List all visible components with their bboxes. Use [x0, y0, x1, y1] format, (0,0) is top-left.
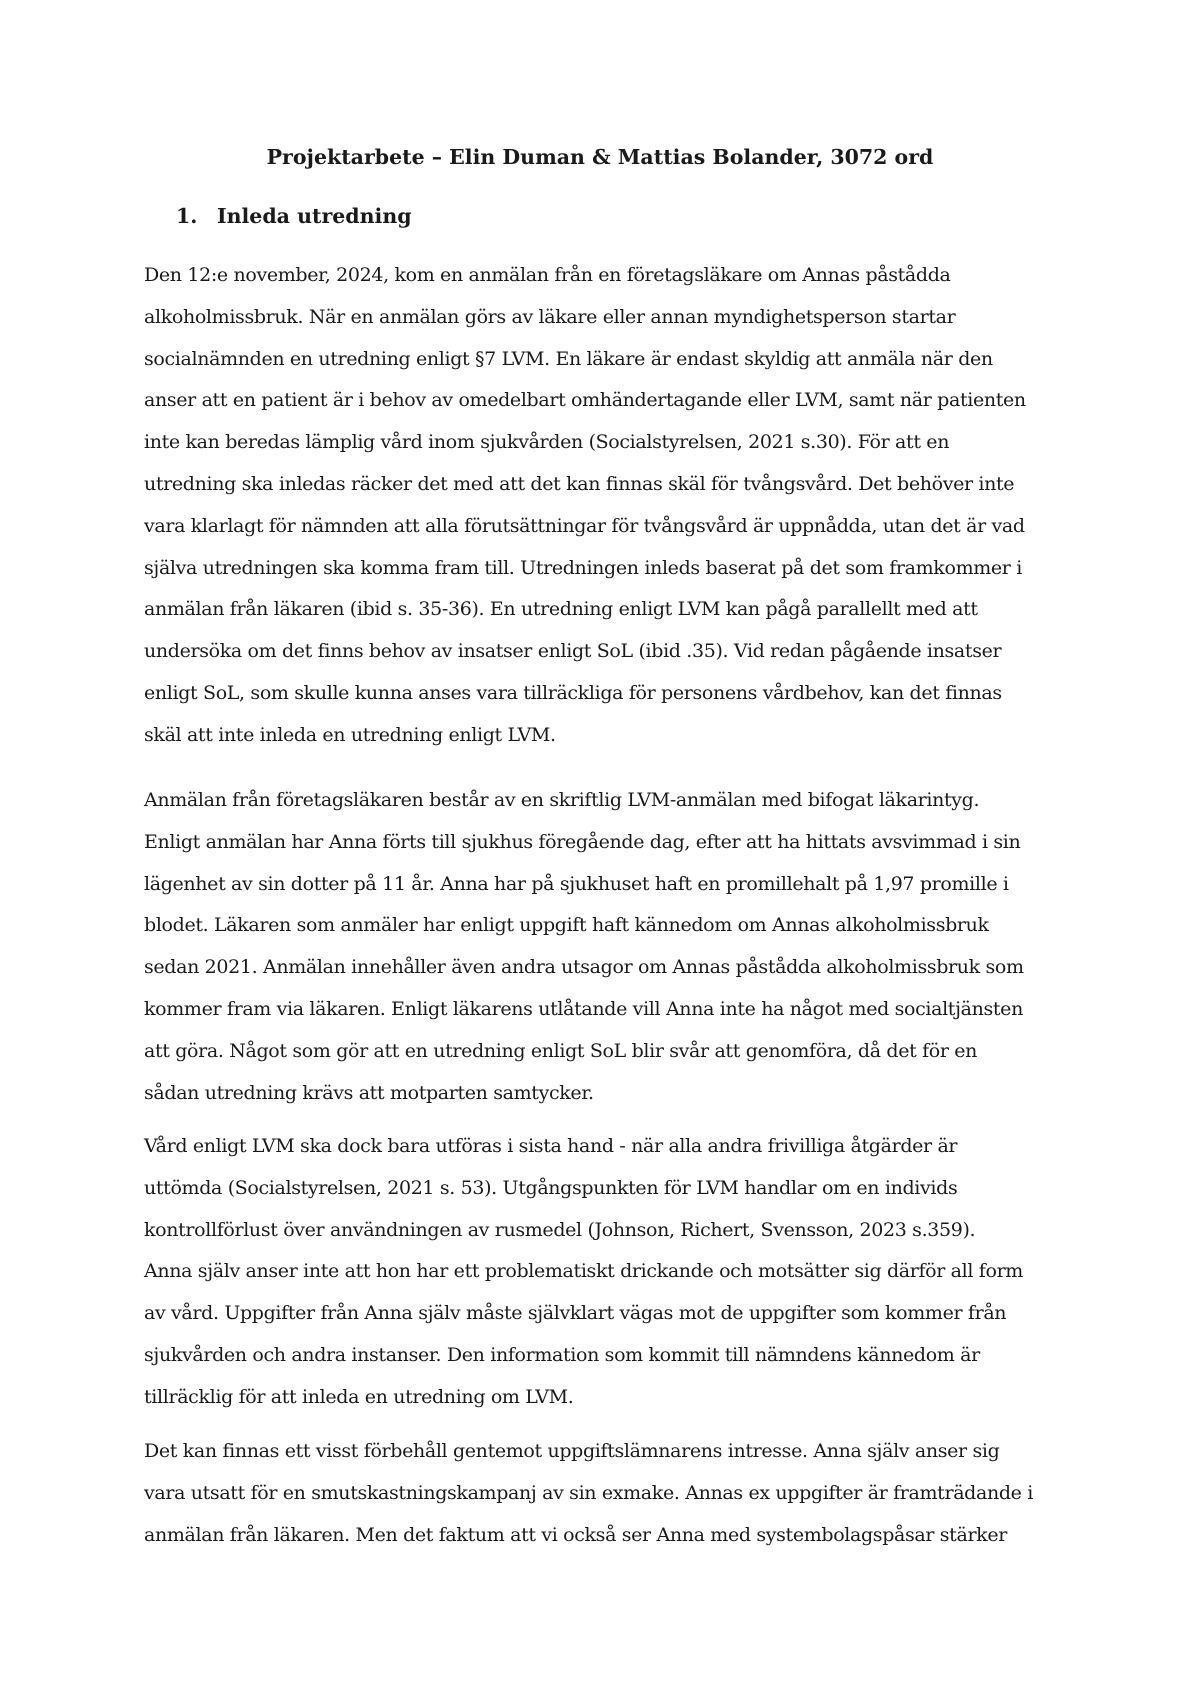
text-line: sedan 2021. Anmälan innehåller även andra utsagor om Annas påstådda alkoholmissbruk som [144, 956, 1024, 979]
paragraph [144, 1126, 1084, 1419]
text-line: Enligt anmälan har Anna förts till sjukhus föregående dag, efter att ha hittats avsvimmad i sin [144, 830, 1021, 853]
text-line: utredning ska inledas räcker det med att det kan finnas skäl för tvångsvård. Det behöver inte [144, 472, 1015, 495]
text-line: att göra. Något som gör att en utredning enligt SoL blir svår att genomföra, då det för en [144, 1039, 978, 1062]
text-line: Anna själv anser inte att hon har ett problematiskt drickande och motsätter sig därför all form [144, 1260, 1023, 1283]
section-title: Inleda utredning [217, 204, 412, 228]
text-line: undersöka om det finns behov av insatser enligt SoL (ibid .35). Vid redan pågående insatser [144, 640, 1002, 663]
text-line: socialnämnden en utredning enligt §7 LVM. En läkare är endast skyldig att anmäla när den [144, 347, 993, 370]
text-line: anmälan från läkaren (ibid s. 35-36). En utredning enligt LVM kan pågå parallellt med att [144, 598, 978, 621]
text-line: vara utsatt för en smutskastningskampanj av sin exmake. Annas ex uppgifter är framträdande i [144, 1481, 1033, 1504]
paragraph [144, 1431, 1084, 1556]
text-line: skäl att inte inleda en utredning enligt LVM. [144, 723, 556, 746]
paragraph [144, 255, 1084, 757]
text-line: anser att en patient är i behov av omedelbart omhändertagande eller LVM, samt när patienten [144, 389, 1026, 412]
text-line: vara klarlagt för nämnden att alla förutsättningar för tvångsvård är uppnådda, utan det är vad [144, 514, 1025, 537]
text-line: anmälan från läkaren. Men det faktum att vi också ser Anna med systembolagspåsar stärker [144, 1523, 1007, 1546]
text-line: kommer fram via läkaren. Enligt läkarens utlåtande vill Anna inte ha något med socialtjänsten [144, 997, 1023, 1020]
text-line: sjukvården och andra instanser. Den information som kommit till nämndens kännedom är [144, 1343, 980, 1366]
text-line: alkoholmissbruk. När en anmälan görs av läkare eller annan myndighetsperson startar [144, 305, 956, 328]
text-line: själva utredningen ska komma fram till. Utredningen inleds baserat på det som framkommer i [144, 556, 1022, 579]
text-line: uttömda (Socialstyrelsen, 2021 s. 53). Utgångspunkten för LVM handlar om en individs [144, 1176, 958, 1199]
text-line: Det kan finnas ett visst förbehåll gentemot uppgiftslämnarens intresse. Anna själv anser sig [144, 1440, 1000, 1462]
text-line: kontrollförlust över användningen av rusmedel (Johnson, Richert, Svensson, 2023 s.359). [144, 1218, 976, 1241]
text-line: enligt SoL, som skulle kunna anses vara tillräckliga för personens vårdbehov, kan det finnas [144, 681, 1002, 704]
text-line: sådan utredning krävs att motparten samtycker. [144, 1081, 594, 1104]
text-line: inte kan beredas lämplig vård inom sjukvården (Socialstyrelsen, 2021 s.30). För att en [144, 431, 950, 454]
text-line: Den 12:e november, 2024, kom en anmälan från en företagsläkare om Annas påstådda [144, 264, 951, 286]
text-line: av vård. Uppgifter från Anna själv måste självklart vägas mot de uppgifter som kommer från [144, 1302, 1007, 1325]
document-title: Projektarbete – Elin Duman & Mattias Bolander, 3072 ord [266, 145, 934, 169]
text-line: lägenhet av sin dotter på 11 år. Anna har på sjukhuset haft en promillehalt på 1,97 promille i [144, 872, 1009, 895]
paragraph [144, 780, 1084, 1114]
text-line: Anmälan från företagsläkaren består av en skriftlig LVM-anmälan med bifogat läkarintyg. [144, 789, 980, 811]
section-number: 1. [176, 204, 198, 228]
text-line: blodet. Läkaren som anmäler har enligt uppgift haft kännedom om Annas alkoholmissbruk [144, 914, 989, 937]
section-heading [176, 202, 412, 230]
text-line: tillräcklig för att inleda en utredning om LVM. [144, 1385, 574, 1408]
text-line: Vård enligt LVM ska dock bara utföras i sista hand - när alla andra frivilliga åtgärder är [144, 1135, 958, 1157]
